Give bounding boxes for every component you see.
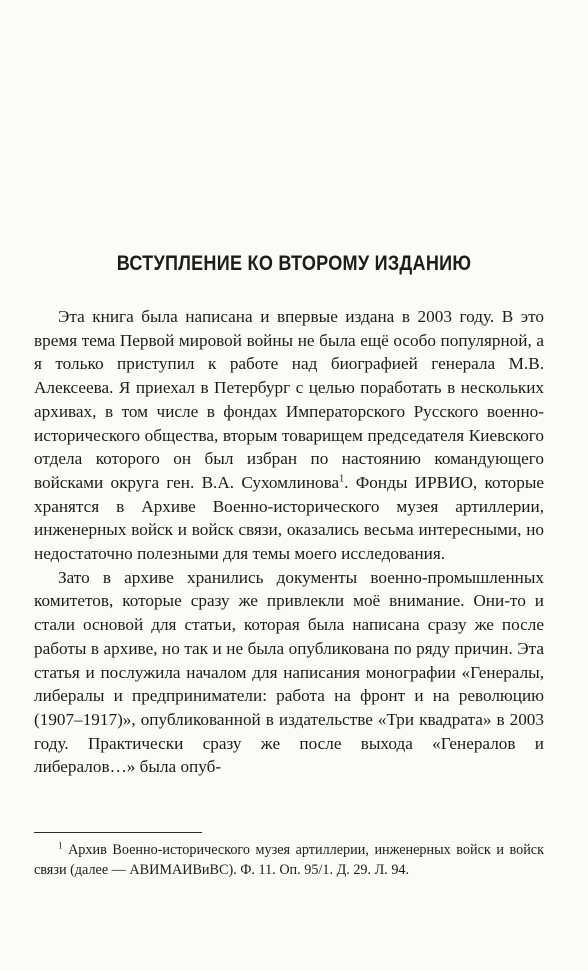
paragraph-1-text-start: Эта книга была написана и впервые издана в 2003 году. В это время тема Первой мировой войны не была ещё особо популярной, а я только приступил к работе над биографией генерала М.В. Алексеева. Я приехал в Петербург с целью поработать в нескольких архивах, в том числе в фондах Императорского Русского военно-исторического общества, вторым товарищем председателя Киевского отдела которого он был избран по настоянию командующего войсками округа ген. В.А. Сухомлинова — [34, 307, 544, 492]
chapter-heading: ВСТУПЛЕНИЕ КО ВТОРОМУ ИЗДАНИЮ — [116, 252, 472, 275]
footnote — [34, 840, 544, 880]
footnote-text: Архив Военно-исторического музея артиллерии, инженерных войск и войск связи (далее — АВИМАИВиВС). Ф. 11. Оп. 95/1. Д. 29. Л. 94. — [34, 842, 544, 878]
footnote-number: 1 — [58, 840, 63, 851]
paragraph-1 — [34, 305, 544, 566]
paragraph-1-text-end: . Фонды ИРВИО, которые хранятся в Архиве Военно-исторического музея артиллерии, инженерных войск и войск связи, оказались весьма интересными, но недостаточно полезными для темы моего исследования. — [34, 472, 544, 564]
footnote-reference[interactable]: 1 — [339, 473, 345, 485]
paragraph-2: Зато в архиве хранились документы военно-промышленных комитетов, которые сразу же привлекли моё внимание. Они-то и стали основой для статьи, которая была написана сразу же после работы в архиве, но так и не была опубликована по ряду причин. Эта статья и послужила началом для написания монографии «Генералы, либералы и предприниматели: работа на фронт и на революцию (1907–1917)», опубликованной в издательстве «Три квадрата» в 2003 году. Практически сразу же после выхода «Генералов и либералов…» была опуб- — [34, 567, 544, 777]
body-text — [34, 305, 544, 779]
footnote-divider — [34, 832, 202, 833]
